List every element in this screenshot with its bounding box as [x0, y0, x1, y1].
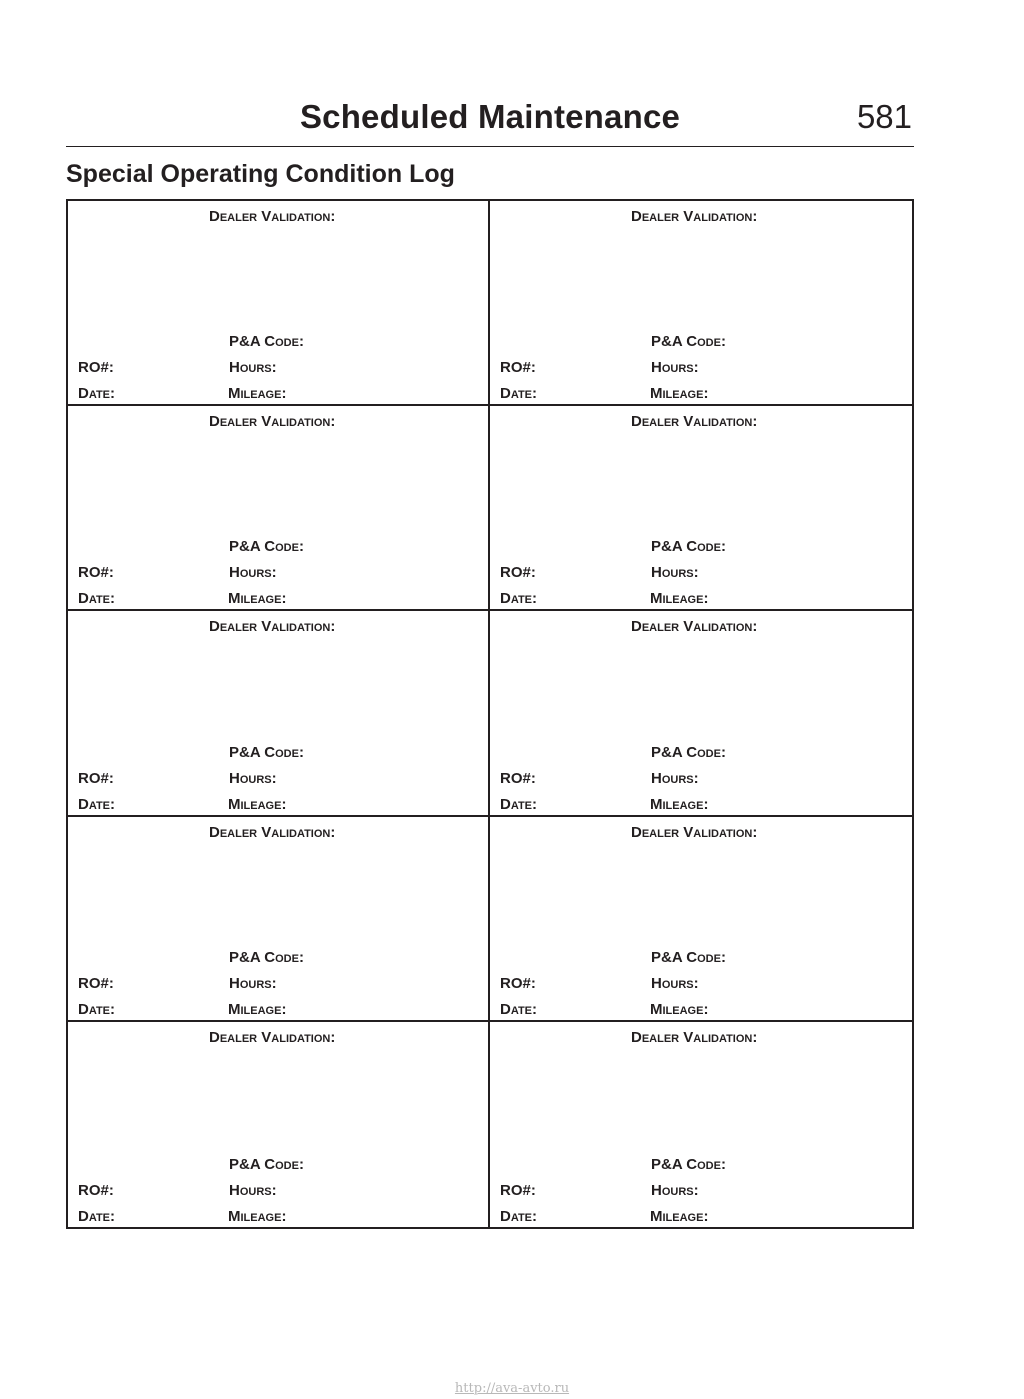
dealer-validation-label: Dealer Validation: [631, 208, 758, 225]
ro-number-label: RO#: [78, 564, 114, 582]
hours-label: Hours: [651, 359, 699, 377]
dealer-validation-label: Dealer Validation: [209, 618, 336, 636]
mileage-label: Mileage: [650, 385, 709, 403]
ro-number-label: RO#: [500, 359, 536, 377]
pa-code-label: P&A Code: [229, 333, 304, 351]
mileage-label: Mileage: [228, 1000, 287, 1018]
ro-number-label: RO#: [500, 769, 536, 787]
ro-number-label: RO#: [78, 359, 114, 377]
dealer-validation-label: Dealer Validation: [631, 823, 758, 841]
dealer-validation-label: Dealer Validation: [209, 1028, 336, 1046]
page-number: 581 [856, 98, 912, 135]
log-entry-cell [490, 817, 912, 1022]
mileage-label: Mileage: [650, 590, 709, 608]
hours-label: Hours: [229, 564, 277, 582]
date-label: Date: [78, 1207, 116, 1225]
maintenance-log-grid [66, 199, 914, 1229]
hours-label: Hours: [229, 974, 277, 992]
ro-number-label: RO#: [78, 974, 114, 992]
date-label: Date: [500, 1000, 538, 1018]
date-label: Date: [500, 1207, 538, 1225]
ro-number-label: RO#: [500, 564, 536, 582]
hours-label: Hours: [651, 974, 699, 992]
date-label: Date: [78, 385, 116, 403]
hours-label: Hours: [651, 1181, 699, 1199]
footer-watermark: http://ava-avto.ru [454, 1381, 570, 1396]
section-title: Special Operating Condition Log [66, 160, 455, 188]
page-title: Scheduled Maintenance [299, 98, 681, 135]
hours-label: Hours: [651, 564, 699, 582]
mileage-label: Mileage: [228, 795, 287, 813]
ro-number-label: RO#: [500, 1181, 536, 1199]
hours-label: Hours: [229, 359, 277, 377]
date-label: Date: [500, 590, 538, 608]
page-header [66, 96, 914, 147]
date-label: Date: [500, 795, 538, 813]
date-label: Date: [78, 795, 116, 813]
pa-code-label: P&A Code: [229, 1155, 304, 1173]
mileage-label: Mileage: [650, 795, 709, 813]
log-entry-cell [68, 406, 490, 611]
dealer-validation-label: Dealer Validation: [209, 208, 336, 225]
pa-code-label: P&A Code: [651, 948, 726, 966]
dealer-validation-label: Dealer Validation: [631, 618, 758, 636]
dealer-validation-label: Dealer Validation: [631, 413, 758, 431]
mileage-label: Mileage: [228, 590, 287, 608]
log-entry-cell [68, 611, 490, 816]
log-entry-cell [490, 611, 912, 816]
mileage-label: Mileage: [228, 1207, 287, 1225]
ro-number-label: RO#: [78, 1181, 114, 1199]
date-label: Date: [500, 385, 538, 403]
dealer-validation-label: Dealer Validation: [631, 1028, 758, 1046]
date-label: Date: [78, 590, 116, 608]
pa-code-label: P&A Code: [651, 538, 726, 556]
mileage-label: Mileage: [650, 1000, 709, 1018]
log-entry-cell [68, 201, 490, 406]
dealer-validation-label: Dealer Validation: [209, 823, 336, 841]
pa-code-label: P&A Code: [229, 948, 304, 966]
log-entry-cell [68, 817, 490, 1022]
log-entry-cell [68, 1022, 490, 1227]
pa-code-label: P&A Code: [229, 538, 304, 556]
log-entry-cell [490, 201, 912, 406]
pa-code-label: P&A Code: [651, 333, 726, 351]
mileage-label: Mileage: [650, 1207, 709, 1225]
hours-label: Hours: [229, 1181, 277, 1199]
ro-number-label: RO#: [500, 974, 536, 992]
pa-code-label: P&A Code: [651, 1155, 726, 1173]
hours-label: Hours: [651, 769, 699, 787]
ro-number-label: RO#: [78, 769, 114, 787]
dealer-validation-label: Dealer Validation: [209, 413, 336, 431]
log-entry-cell [490, 1022, 912, 1227]
mileage-label: Mileage: [228, 385, 287, 403]
pa-code-label: P&A Code: [229, 743, 304, 761]
log-entry-cell [490, 406, 912, 611]
date-label: Date: [78, 1000, 116, 1018]
hours-label: Hours: [229, 769, 277, 787]
pa-code-label: P&A Code: [651, 743, 726, 761]
